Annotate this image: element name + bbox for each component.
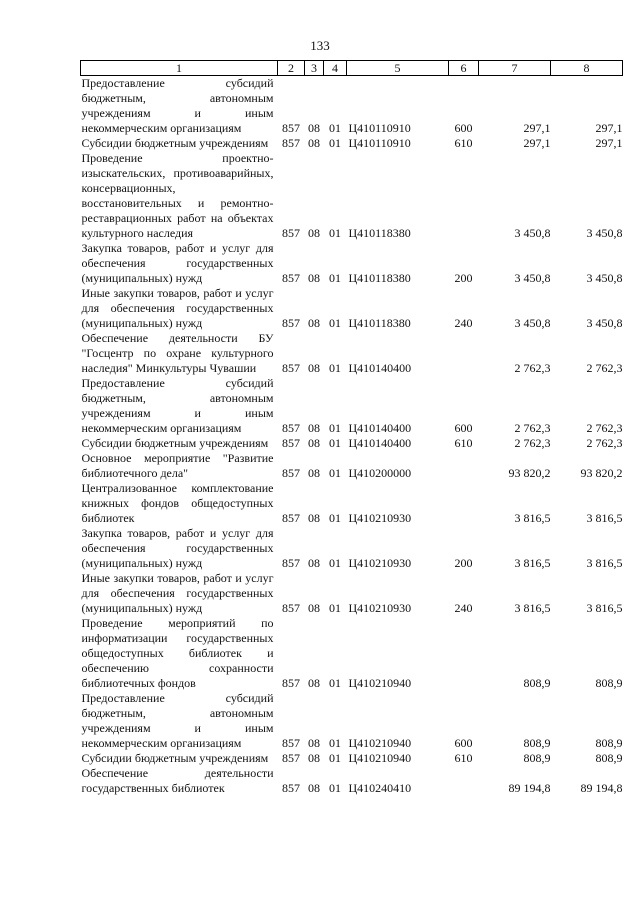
- amount-cell: 3 450,8: [514, 271, 551, 285]
- ministry-code-cell: 857: [282, 676, 300, 690]
- ministry-code-cell: 857: [282, 751, 300, 765]
- table-header-row: [81, 61, 623, 76]
- table-row: [81, 451, 623, 481]
- amount-cell: 93 820,2: [508, 466, 551, 480]
- section-code-cell: 08: [308, 271, 320, 285]
- amount-total-cell: 808,9: [595, 736, 623, 750]
- subsection-code-cell: 01: [329, 781, 341, 795]
- target-article-cell: Ц410140400: [348, 361, 412, 375]
- expense-type-cell: 610: [454, 436, 473, 450]
- section-code-cell: 08: [308, 361, 320, 375]
- amount-total-cell: 2 762,3: [586, 361, 623, 375]
- expense-type-cell: [449, 451, 479, 481]
- row-name-cell: Основное мероприятие "Развитие библиотечного дела": [81, 451, 274, 480]
- table-row: [81, 526, 623, 571]
- target-article-cell: Ц410110910: [348, 121, 411, 135]
- target-article-cell: Ц410210940: [348, 676, 412, 690]
- table-row: [81, 331, 623, 376]
- amount-total-cell: 3 816,5: [586, 556, 623, 570]
- amount-cell: 89 194,8: [508, 781, 551, 795]
- subsection-code-cell: 01: [329, 316, 341, 330]
- target-article-cell: Ц410210940: [348, 736, 412, 750]
- column-header: 5: [347, 61, 449, 76]
- expense-type-cell: 240: [454, 316, 473, 330]
- amount-total-cell: 2 762,3: [586, 436, 623, 450]
- page-number: 133: [310, 38, 330, 53]
- target-article-cell: Ц410140400: [348, 421, 412, 435]
- subsection-code-cell: 01: [329, 736, 341, 750]
- row-name-cell: Субсидии бюджетным учреждениям: [81, 436, 269, 450]
- expense-type-cell: [449, 616, 479, 691]
- section-code-cell: 08: [308, 736, 320, 750]
- amount-cell: 297,1: [523, 121, 551, 135]
- ministry-code-cell: 857: [282, 121, 300, 135]
- amount-total-cell: 297,1: [595, 136, 623, 150]
- target-article-cell: Ц410140400: [348, 436, 412, 450]
- column-header: 3: [305, 61, 324, 76]
- row-name-cell: Субсидии бюджетным учреждениям: [81, 136, 269, 150]
- ministry-code-cell: 857: [282, 601, 300, 615]
- table-row: [81, 616, 623, 691]
- amount-cell: 3 816,5: [514, 556, 551, 570]
- target-article-cell: Ц410210930: [348, 556, 412, 570]
- ministry-code-cell: 857: [282, 421, 300, 435]
- amount-cell: 3 450,8: [514, 226, 551, 240]
- amount-total-cell: 93 820,2: [580, 466, 623, 480]
- column-header: 2: [278, 61, 305, 76]
- amount-cell: 808,9: [523, 751, 551, 765]
- table-row: [81, 286, 623, 331]
- section-code-cell: 08: [308, 421, 320, 435]
- table-row: [81, 241, 623, 286]
- amount-total-cell: 2 762,3: [586, 421, 623, 435]
- amount-total-cell: 3 450,8: [586, 271, 623, 285]
- amount-cell: 808,9: [523, 736, 551, 750]
- target-article-cell: Ц410210940: [348, 751, 412, 765]
- section-code-cell: 08: [308, 466, 320, 480]
- row-name-cell: Обеспечение деятельности БУ "Госцентр по охране культурного наследия" Минкультуры Чувашии: [81, 331, 274, 375]
- subsection-code-cell: 01: [329, 271, 341, 285]
- amount-cell: 808,9: [523, 676, 551, 690]
- ministry-code-cell: 857: [282, 556, 300, 570]
- column-header: 8: [551, 61, 623, 76]
- amount-cell: 297,1: [523, 136, 551, 150]
- table-row: [81, 481, 623, 526]
- amount-total-cell: 808,9: [595, 676, 623, 690]
- table-row: [81, 691, 623, 751]
- ministry-code-cell: 857: [282, 136, 300, 150]
- subsection-code-cell: 01: [329, 361, 341, 375]
- column-header: 6: [449, 61, 479, 76]
- expense-type-cell: 240: [454, 601, 473, 615]
- amount-total-cell: 3 450,8: [586, 316, 623, 330]
- row-name-cell: Закупка товаров, работ и услуг для обеспечения государственных (муниципальных) нужд: [81, 526, 274, 570]
- ministry-code-cell: 857: [282, 361, 300, 375]
- table-row: [81, 76, 623, 137]
- section-code-cell: 08: [308, 781, 320, 795]
- subsection-code-cell: 01: [329, 676, 341, 690]
- expense-type-cell: 610: [454, 751, 473, 765]
- row-name-cell: Обеспечение деятельности государственных библиотек: [81, 766, 274, 795]
- subsection-code-cell: 01: [329, 556, 341, 570]
- amount-cell: 2 762,3: [514, 361, 551, 375]
- subsection-code-cell: 01: [329, 466, 341, 480]
- ministry-code-cell: 857: [282, 271, 300, 285]
- row-name-cell: Иные закупки товаров, работ и услуг для обеспечения государственных (муниципальных) нужд: [81, 286, 274, 330]
- ministry-code-cell: 857: [282, 316, 300, 330]
- target-article-cell: Ц410210930: [348, 511, 412, 525]
- expense-type-cell: 610: [454, 136, 473, 150]
- target-article-cell: Ц410200000: [348, 466, 412, 480]
- amount-cell: 2 762,3: [514, 421, 551, 435]
- subsection-code-cell: 01: [329, 136, 341, 150]
- amount-total-cell: 3 816,5: [586, 601, 623, 615]
- table-row: [81, 571, 623, 616]
- target-article-cell: Ц410118380: [348, 226, 411, 240]
- subsection-code-cell: 01: [329, 511, 341, 525]
- subsection-code-cell: 01: [329, 436, 341, 450]
- column-header: 7: [479, 61, 551, 76]
- expense-type-cell: 600: [454, 121, 473, 135]
- table-row: [81, 136, 623, 151]
- target-article-cell: Ц410210930: [348, 601, 412, 615]
- row-name-cell: Закупка товаров, работ и услуг для обеспечения государственных (муниципальных) нужд: [81, 241, 274, 285]
- expense-type-cell: [449, 766, 479, 796]
- row-name-cell: Предоставление субсидий бюджетным, автономным учреждениям и иным некоммерческим организациям: [81, 691, 274, 750]
- subsection-code-cell: 01: [329, 601, 341, 615]
- budget-table: [80, 60, 623, 796]
- expense-type-cell: 600: [454, 736, 473, 750]
- section-code-cell: 08: [308, 136, 320, 150]
- subsection-code-cell: 01: [329, 226, 341, 240]
- amount-total-cell: 3 450,8: [586, 226, 623, 240]
- target-article-cell: Ц410240410: [348, 781, 412, 795]
- expense-type-cell: [449, 151, 479, 241]
- section-code-cell: 08: [308, 676, 320, 690]
- ministry-code-cell: 857: [282, 466, 300, 480]
- section-code-cell: 08: [308, 601, 320, 615]
- amount-total-cell: 89 194,8: [580, 781, 623, 795]
- section-code-cell: 08: [308, 556, 320, 570]
- amount-total-cell: 3 816,5: [586, 511, 623, 525]
- subsection-code-cell: 01: [329, 421, 341, 435]
- table-row: [81, 436, 623, 451]
- row-name-cell: Иные закупки товаров, работ и услуг для обеспечения государственных (муниципальных) нужд: [81, 571, 274, 615]
- amount-cell: 3 816,5: [514, 511, 551, 525]
- row-name-cell: Предоставление субсидий бюджетным, автономным учреждениям и иным некоммерческим организациям: [81, 76, 274, 135]
- row-name-cell: Проведение проектно-изыскательских, противоаварийных, консервационных, восстановительных и ремонтно-реставрационных работ на объектах культурного наследия: [81, 151, 274, 240]
- amount-cell: 3 816,5: [514, 601, 551, 615]
- expense-type-cell: 200: [454, 556, 473, 570]
- column-header: 4: [324, 61, 347, 76]
- table-row: [81, 151, 623, 241]
- table-row: [81, 376, 623, 436]
- target-article-cell: Ц410118380: [348, 271, 411, 285]
- expense-type-cell: [449, 481, 479, 526]
- section-code-cell: 08: [308, 226, 320, 240]
- subsection-code-cell: 01: [329, 121, 341, 135]
- section-code-cell: 08: [308, 121, 320, 135]
- column-header: 1: [81, 61, 278, 76]
- row-name-cell: Предоставление субсидий бюджетным, автономным учреждениям и иным некоммерческим организациям: [81, 376, 274, 435]
- ministry-code-cell: 857: [282, 781, 300, 795]
- amount-total-cell: 808,9: [595, 751, 623, 765]
- expense-type-cell: [449, 331, 479, 376]
- subsection-code-cell: 01: [329, 751, 341, 765]
- row-name-cell: Субсидии бюджетным учреждениям: [81, 751, 269, 765]
- table-row: [81, 751, 623, 766]
- section-code-cell: 08: [308, 436, 320, 450]
- ministry-code-cell: 857: [282, 736, 300, 750]
- table-row: [81, 766, 623, 796]
- section-code-cell: 08: [308, 316, 320, 330]
- section-code-cell: 08: [308, 511, 320, 525]
- row-name-cell: Проведение мероприятий по информатизации государственных общедоступных библиотек и обеспечению сохранности библиотечных фондов: [81, 616, 274, 690]
- section-code-cell: 08: [308, 751, 320, 765]
- ministry-code-cell: 857: [282, 436, 300, 450]
- target-article-cell: Ц410110910: [348, 136, 411, 150]
- expense-type-cell: 600: [454, 421, 473, 435]
- ministry-code-cell: 857: [282, 511, 300, 525]
- row-name-cell: Централизованное комплектование книжных фондов общедоступных библиотек: [81, 481, 274, 525]
- amount-cell: 2 762,3: [514, 436, 551, 450]
- ministry-code-cell: 857: [282, 226, 300, 240]
- amount-cell: 3 450,8: [514, 316, 551, 330]
- amount-total-cell: 297,1: [595, 121, 623, 135]
- expense-type-cell: 200: [454, 271, 473, 285]
- target-article-cell: Ц410118380: [348, 316, 411, 330]
